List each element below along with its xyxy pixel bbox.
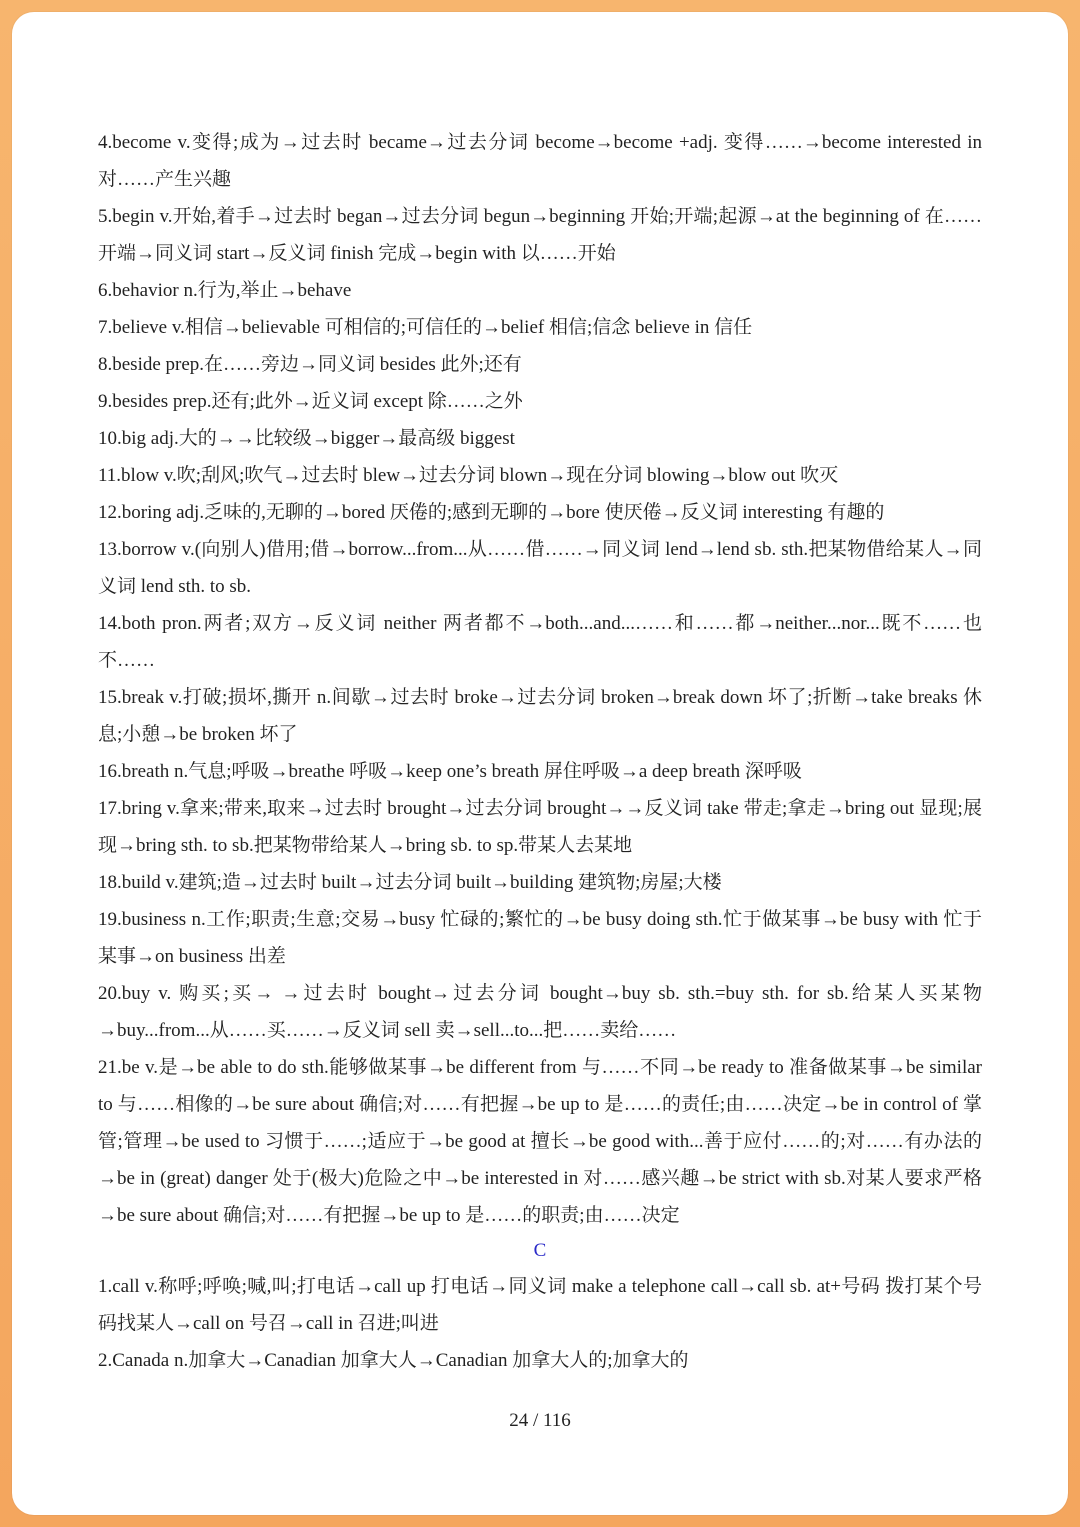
- entry-break: 15.break v.打破;损坏,撕开 n.间歇→过去时 broke→过去分词 broken→break down 坏了;折断→take breaks 休息;小憩→be broken 坏了: [98, 687, 982, 745]
- entry-behavior: 6.behavior n.行为,举止→behave: [98, 280, 352, 301]
- entry-borrow: 13.borrow v.(向别人)借用;借→borrow...from...从……借……→同义词 lend→lend sb. sth.把某物借给某人→同义词 lend sth. to sb.: [98, 539, 982, 597]
- entry-big: 10.big adj.大的→→比较级→bigger→最高级 biggest: [98, 428, 515, 449]
- entry-begin: 5.begin v.开始,着手→过去时 began→过去分词 begun→beginning 开始;开端;起源→at the beginning of 在……开端→同义词 start→反义词 finish 完成→begin with 以……开始: [98, 206, 982, 264]
- entry-build: 18.build v.建筑;造→过去时 built→过去分词 built→building 建筑物;房屋;大楼: [98, 872, 722, 893]
- entry-beside: 8.beside prep.在……旁边→同义词 besides 此外;还有: [98, 354, 522, 375]
- page-number: 24 / 116: [509, 1410, 571, 1431]
- entry-believe: 7.believe v.相信→believable 可相信的;可信任的→belief 相信;信念 believe in 信任: [98, 317, 753, 338]
- entry-bring: 17.bring v.拿来;带来,取来→过去时 brought→过去分词 brought→→反义词 take 带走;拿走→bring out 显现;展现→bring sth. to sb.把某物带给某人→bring sb. to sp.带某人去某地: [98, 798, 982, 856]
- entry-canada: 2.Canada n.加拿大→Canadian 加拿大人→Canadian 加拿大人的;加拿大的: [98, 1350, 689, 1371]
- vocabulary-content: [98, 124, 982, 1379]
- entry-become: 4.become v.变得;成为→过去时 became→过去分词 become→become +adj. 变得……→become interested in 对……产生兴趣: [98, 132, 982, 190]
- entry-boring: 12.boring adj.乏味的,无聊的→bored 厌倦的;感到无聊的→bore 使厌倦→反义词 interesting 有趣的: [98, 502, 885, 523]
- document-page: [12, 12, 1068, 1515]
- entry-besides: 9.besides prep.还有;此外→近义词 except 除……之外: [98, 391, 523, 412]
- entry-buy: 20.buy v. 购买;买→ →过去时 bought→过去分词 bought→buy sb. sth.=buy sth. for sb.给某人买某物→buy...from...从……买……→反义词 sell 卖→sell...to...把……卖给……: [98, 983, 982, 1041]
- entry-both: 14.both pron.两者;双方→反义词 neither 两者都不→both...and...……和……都→neither...nor...既不……也不……: [98, 613, 982, 671]
- entry-call: 1.call v.称呼;呼唤;喊,叫;打电话→call up 打电话→同义词 make a telephone call→call sb. at+号码 拨打某个号码找某人→call on 号召→call in 召进;叫进: [98, 1276, 982, 1334]
- entry-blow: 11.blow v.吹;刮风;吹气→过去时 blew→过去分词 blown→现在分词 blowing→blow out 吹灭: [98, 465, 839, 486]
- entry-be: 21.be v.是→be able to do sth.能够做某事→be different from 与……不同→be ready to 准备做某事→be similar to 与……相像的→be sure about 确信;对……有把握→be up to 是……的责任;由……决定→be in control of 掌管;管理→be used to 习惯于……;适应于→be good at 擅长→be good with...善于应付……的;对……有办法的→be in (great) danger 处于(极大)危险之中→be interested in 对……感兴趣→be strict with sb.对某人要求严格→be sure about 确信;对……有把握→be up to 是……的职责;由……决定: [98, 1057, 982, 1226]
- entry-breath: 16.breath n.气息;呼吸→breathe 呼吸→keep one’s breath 屏住呼吸→a deep breath 深呼吸: [98, 761, 802, 782]
- section-heading-c: C: [533, 1240, 547, 1261]
- entry-business: 19.business n.工作;职责;生意;交易→busy 忙碌的;繁忙的→be busy doing sth.忙于做某事→be busy with 忙于某事→on business 出差: [98, 909, 982, 967]
